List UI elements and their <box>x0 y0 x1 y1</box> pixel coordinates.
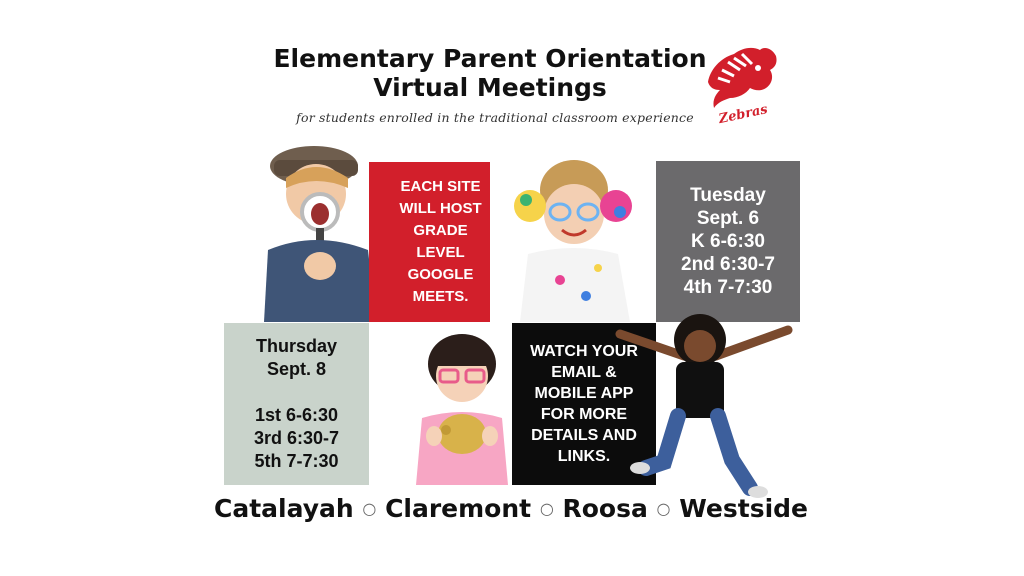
separator-circle-icon: ○ <box>362 498 377 518</box>
page-title <box>240 44 740 102</box>
schedule-thursday <box>224 323 369 485</box>
school-roosa: Roosa <box>562 493 648 523</box>
photo-girl-piggy-bank <box>410 330 512 485</box>
logo-text: Zebras <box>717 102 770 128</box>
info-tile-google-meets-text: EACH SITE WILL HOST GRADE LEVEL GOOGLE MEETS. <box>399 178 482 305</box>
page-subtitle: for students enrolled in the traditional classroom experience <box>296 110 694 125</box>
zebra-head-logo <box>698 42 782 128</box>
schedule-tuesday-text: Tuesday Sept. 6 K 6-6:30 2nd 6:30-7 4th 7-7:30 <box>681 185 775 298</box>
school-list <box>214 488 808 528</box>
schedule-thursday-text: Thursday Sept. 8 1st 6-6:30 3rd 6:30-7 5th 7-7:30 <box>253 336 340 471</box>
info-tile-watch-email-text: WATCH YOUR EMAIL & MOBILE APP FOR MORE DETAILS AND LINKS. <box>530 343 638 465</box>
school-westside: Westside <box>679 493 808 523</box>
photo-boy-magnifier <box>256 138 380 322</box>
title-line-1: Elementary Parent Orientation <box>273 44 707 73</box>
photo-girl-painted-hands <box>490 150 656 322</box>
separator-circle-icon: ○ <box>656 498 671 518</box>
schedule-tuesday <box>656 161 800 322</box>
school-catalayah: Catalayah <box>214 493 354 523</box>
photo-girl-jumping <box>600 312 800 500</box>
separator-circle-icon: ○ <box>539 498 554 518</box>
school-claremont: Claremont <box>385 493 532 523</box>
title-line-2: Virtual Meetings <box>373 73 607 102</box>
